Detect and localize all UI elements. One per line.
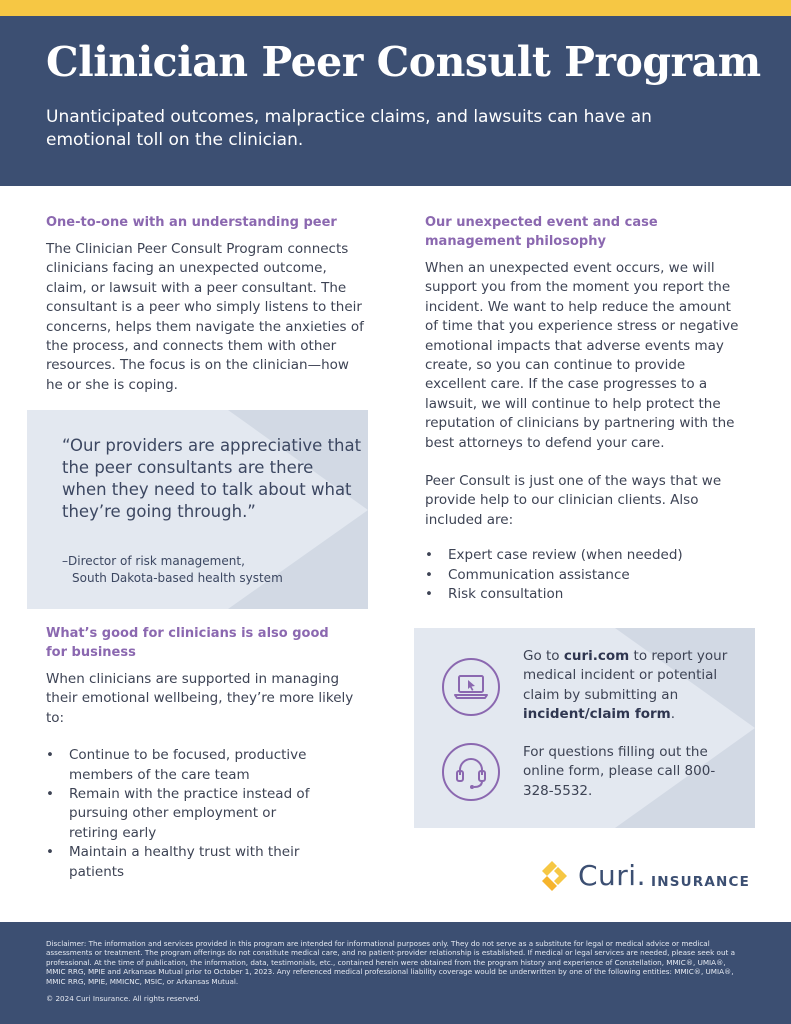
curi-logo (538, 858, 758, 898)
quote-box (27, 410, 368, 609)
logo-wordmark: Curi. (578, 859, 646, 892)
list-item: • Risk consultation (425, 585, 755, 604)
quote-attribution (62, 553, 352, 586)
right-section-philosophy (425, 213, 755, 605)
page-subtitle: Unanticipated outcomes, malpractice claims, and lawsuits can have an emotional toll on the clinician. (46, 107, 652, 150)
contact-phone-text: For questions filling out the online form, please call 800-328-5532. (523, 744, 716, 799)
section-body-business: When clinicians are supported in managing their emotional wellbeing, they’re more likely to: (46, 671, 354, 726)
footer-copyright: © 2024 Curi Insurance. All rights reserved. (46, 994, 201, 1003)
section-body-help: Peer Consult is just one of the ways that we provide help to our clinician clients. Also included are: (425, 473, 722, 528)
page-title: Clinician Peer Consult Program (46, 38, 761, 86)
list-item: • Continue to be focused, productive members of the care team (46, 746, 326, 785)
business-bullet-list (46, 746, 326, 882)
section-body-peer: The Clinician Peer Consult Program connects clinicians facing an unexpected outcome, claim, or lawsuit with a peer consultant. The consultant is a peer who simply listens to their concerns, helps them navigate the anxieties of the process, and connects them with other resources. The focus is on the clinician—how he or she is coping. (46, 241, 364, 393)
contact-report-text (523, 647, 743, 725)
incident-claim-form-link[interactable]: incident/claim form (523, 706, 671, 723)
section-heading-business: What’s good for clinicians is also good for business (46, 626, 329, 660)
contact-report-pre: Go to (523, 648, 564, 664)
contact-box (414, 628, 755, 828)
list-item: • Expert case review (when needed) (425, 546, 755, 565)
list-item: • Maintain a healthy trust with their patients (46, 843, 326, 882)
list-item: • Communication assistance (425, 566, 755, 585)
curi-link[interactable]: curi.com (563, 648, 630, 664)
quote-text: “Our providers are appreciative that the peer consultants are there when they need to talk about what they’re going through.” (62, 436, 362, 521)
included-bullet-list (425, 546, 755, 604)
left-section-business (46, 624, 366, 882)
header-banner (0, 16, 791, 186)
quote-attribution-role: –Director of risk management, (62, 554, 245, 568)
logo-suffix: INSURANCE (651, 874, 751, 890)
list-item: • Remain with the practice instead of pursuing other employment or retiring early (46, 785, 326, 843)
footer (0, 922, 791, 1024)
contact-report-mid: to report your medical incident or potential claim by submitting an (523, 648, 728, 703)
curi-logo-mark-icon (538, 858, 574, 894)
section-body-philosophy: When an unexpected event occurs, we will support you from the moment you report the incident. We want to help reduce the amount of time that you experience stress or negative emotional impacts that adverse events may create, so you can continue to provide excellent care. If the case progresses to a lawsuit, we will continue to help protect the reputation of clinicians by partnering with the best attorneys to defend your care. (425, 260, 739, 451)
left-section-peer (46, 213, 366, 395)
section-heading-philosophy: Our unexpected event and case management philosophy (425, 215, 658, 249)
top-accent-stripe (0, 0, 791, 16)
quote-attribution-org: South Dakota-based health system (72, 570, 283, 585)
laptop-cursor-icon (442, 658, 500, 716)
headset-icon (442, 743, 500, 801)
footer-disclaimer: Disclaimer: The information and services provided in this program are intended for informational purposes only. They do not serve as a substitute for legal or medical advice or medical assessments or treatment. The program offerings do not constitute medical care, and no patient-provider relationship is established. If medical or legal services are needed, please seek out a professional. At the time of publication, the information, data, testimonials, etc., contained herein were obtained from the program history and experience of Constellation, MMIC®, UMIA®, MMIC RRG, MPIE and Arkansas Mutual prior to October 1, 2023. Any referenced medical professional liability coverage would be underwritten by one of the following entities: MMIC®, UMIA®, MMIC RRG, MPIE, MMICNC, MSIC, or Arkansas Mutual. (46, 939, 736, 986)
section-heading-peer: One-to-one with an understanding peer (46, 215, 337, 230)
contact-report-post: . (670, 706, 675, 723)
